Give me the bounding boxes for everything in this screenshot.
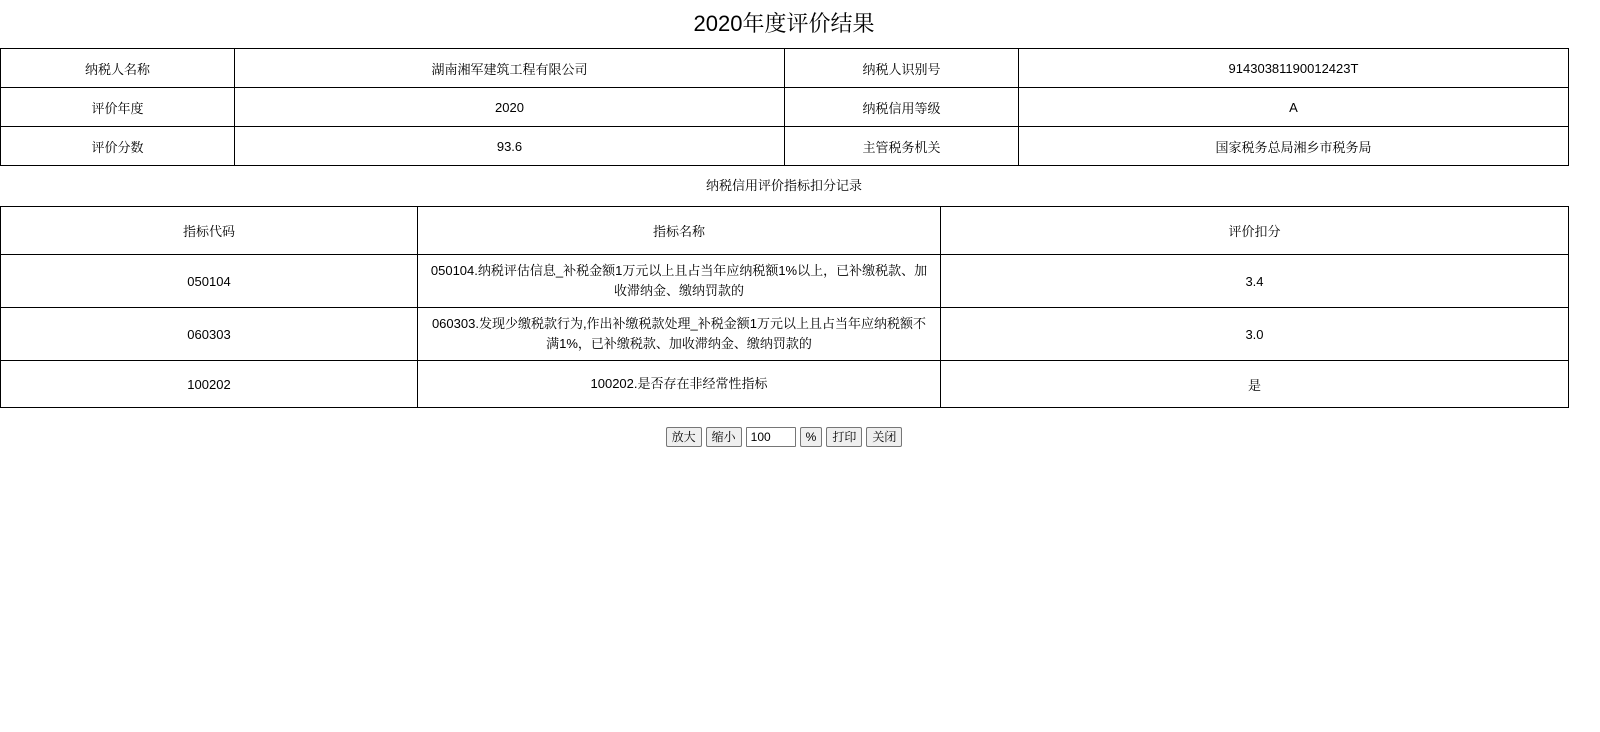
cell-indicator-code: 050104: [1, 255, 418, 308]
percent-label: %: [800, 427, 823, 447]
label-taxpayer-name: 纳税人名称: [1, 49, 235, 88]
label-evaluation-score: 评价分数: [1, 127, 235, 166]
column-header-deduction-score: 评价扣分: [941, 207, 1569, 255]
deduction-record-table: [0, 206, 1569, 408]
value-credit-rating: A: [1019, 88, 1569, 127]
value-evaluation-year: 2020: [235, 88, 785, 127]
value-evaluation-score: 93.6: [235, 127, 785, 166]
cell-indicator-name: 100202.是否存在非经常性指标: [418, 361, 941, 408]
cell-deduction-score: 是: [941, 361, 1569, 408]
label-credit-rating: 纳税信用等级: [785, 88, 1019, 127]
label-tax-authority: 主管税务机关: [785, 127, 1019, 166]
label-evaluation-year: 评价年度: [1, 88, 235, 127]
taxpayer-info-table: [0, 48, 1569, 166]
table-header-row: [1, 207, 1569, 255]
close-button[interactable]: 关闭: [866, 427, 902, 447]
cell-indicator-code: 100202: [1, 361, 418, 408]
column-header-indicator-name: 指标名称: [418, 207, 941, 255]
column-header-indicator-code: 指标代码: [1, 207, 418, 255]
print-button[interactable]: 打印: [826, 427, 862, 447]
zoom-out-button[interactable]: 缩小: [706, 427, 742, 447]
toolbar: [0, 427, 1568, 447]
table-row: [1, 88, 1569, 127]
zoom-in-button[interactable]: 放大: [666, 427, 702, 447]
table-row: [1, 361, 1569, 408]
value-taxpayer-name: 湖南湘军建筑工程有限公司: [235, 49, 785, 88]
cell-deduction-score: 3.0: [941, 308, 1569, 361]
cell-indicator-code: 060303: [1, 308, 418, 361]
value-tax-authority: 国家税务总局湘乡市税务局: [1019, 127, 1569, 166]
table-row: [1, 255, 1569, 308]
table-row: [1, 127, 1569, 166]
table-row: [1, 308, 1569, 361]
section-title: 纳税信用评价指标扣分记录: [705, 178, 862, 193]
zoom-level-input[interactable]: [746, 427, 796, 447]
page-title: 2020年度评价结果: [693, 11, 875, 36]
label-taxpayer-id: 纳税人识别号: [785, 49, 1019, 88]
table-row: [1, 49, 1569, 88]
cell-deduction-score: 3.4: [941, 255, 1569, 308]
value-taxpayer-id: 91430381190012423T: [1019, 49, 1569, 88]
cell-indicator-name: 050104.纳税评估信息_补税金额1万元以上且占当年应纳税额1%以上，已补缴税款、加收滞纳金、缴纳罚款的: [418, 255, 941, 308]
cell-indicator-name: 060303.发现少缴税款行为,作出补缴税款处理_补税金额1万元以上且占当年应纳税额不满1%，已补缴税款、加收滞纳金、缴纳罚款的: [418, 308, 941, 361]
